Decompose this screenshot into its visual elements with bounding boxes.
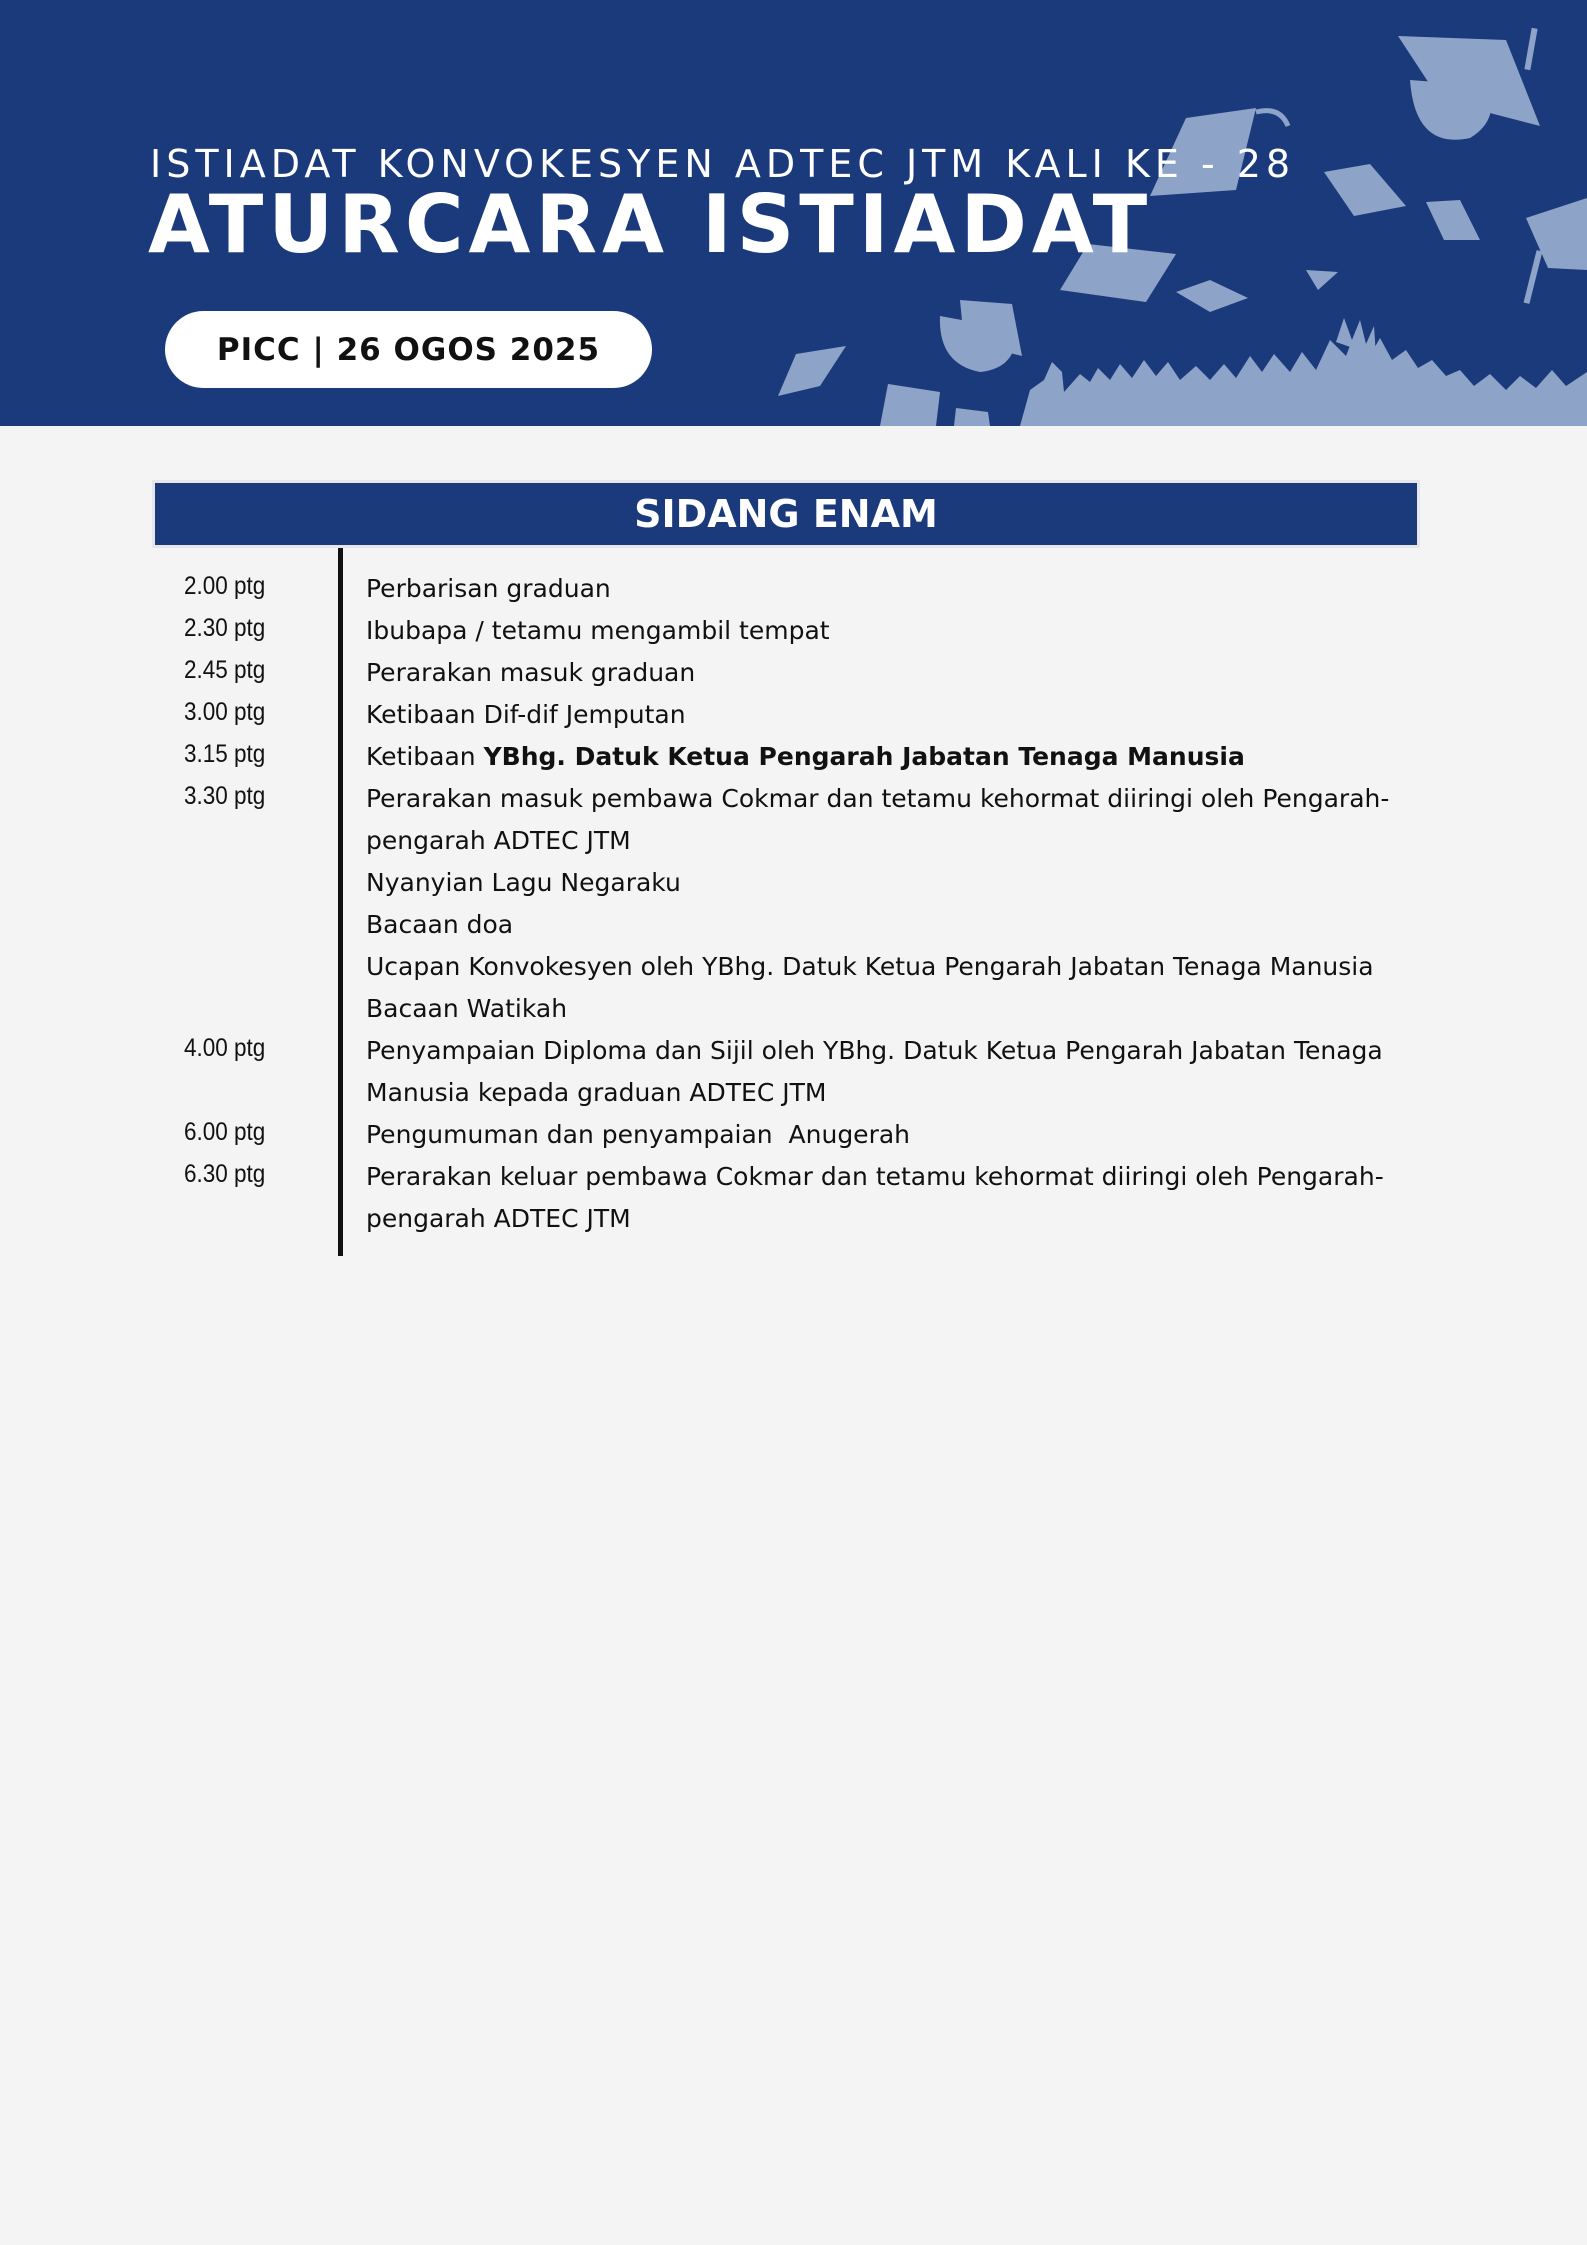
venue-date-badge: PICC | 26 OGOS 2025 — [165, 311, 652, 388]
header-banner — [0, 0, 1587, 426]
schedule-row — [0, 1198, 1587, 1240]
schedule-row — [0, 904, 1587, 946]
schedule-row — [0, 1114, 1587, 1156]
schedule-row — [0, 862, 1587, 904]
schedule-description: Bacaan Watikah — [366, 994, 568, 1023]
schedule-time: 6.30 ptg — [184, 1160, 266, 1188]
schedule-time: 6.00 ptg — [184, 1118, 266, 1146]
schedule-description: Perarakan masuk graduan — [366, 658, 696, 687]
schedule-row — [0, 568, 1587, 610]
schedule-description: Ucapan Konvokesyen oleh YBhg. Datuk Ketua Pengarah Jabatan Tenaga Manusia — [366, 952, 1374, 981]
schedule-row — [0, 988, 1587, 1030]
schedule-description — [366, 742, 1245, 771]
schedule-description: pengarah ADTEC JTM — [366, 1204, 631, 1233]
schedule-description-bold: YBhg. Datuk Ketua Pengarah Jabatan Tenaga Manusia — [483, 742, 1245, 771]
schedule-time: 3.30 ptg — [184, 782, 266, 810]
schedule-description: Pengumuman dan penyampaian Anugerah — [366, 1120, 911, 1149]
schedule-description: Bacaan doa — [366, 910, 514, 939]
schedule-row — [0, 652, 1587, 694]
schedule-description-prefix: Ketibaan — [366, 742, 484, 771]
schedule-row — [0, 946, 1587, 988]
page-title: ATURCARA ISTIADAT — [148, 178, 1153, 271]
schedule-time: 2.00 ptg — [184, 572, 266, 600]
schedule-description: Ibubapa / tetamu mengambil tempat — [366, 616, 830, 645]
schedule-description: Perarakan keluar pembawa Cokmar dan tetamu kehormat diiringi oleh Pengarah- — [366, 1162, 1384, 1191]
schedule-row — [0, 694, 1587, 736]
schedule-description: Ketibaan Dif-dif Jemputan — [366, 700, 686, 729]
schedule-row — [0, 610, 1587, 652]
schedule-row — [0, 820, 1587, 862]
schedule-time: 2.45 ptg — [184, 656, 266, 684]
section-title: SIDANG ENAM — [152, 480, 1420, 548]
schedule-description: Manusia kepada graduan ADTEC JTM — [366, 1078, 827, 1107]
schedule-description: Perbarisan graduan — [366, 574, 611, 603]
schedule-row — [0, 778, 1587, 820]
schedule-row — [0, 1156, 1587, 1198]
schedule-time: 2.30 ptg — [184, 614, 266, 642]
schedule-description: Penyampaian Diploma dan Sijil oleh YBhg. Datuk Ketua Pengarah Jabatan Tenaga — [366, 1036, 1383, 1065]
schedule-row — [0, 1072, 1587, 1114]
schedule-time: 3.00 ptg — [184, 698, 266, 726]
schedule-row — [0, 1030, 1587, 1072]
schedule-description: pengarah ADTEC JTM — [366, 826, 631, 855]
schedule-description: Perarakan masuk pembawa Cokmar dan tetamu kehormat diiringi oleh Pengarah- — [366, 784, 1390, 813]
event-subtitle: ISTIADAT KONVOKESYEN ADTEC JTM KALI KE - 28 — [150, 142, 1296, 186]
schedule-time: 3.15 ptg — [184, 740, 266, 768]
schedule-row — [0, 736, 1587, 778]
schedule-description: Nyanyian Lagu Negaraku — [366, 868, 681, 897]
schedule-time: 4.00 ptg — [184, 1034, 266, 1062]
